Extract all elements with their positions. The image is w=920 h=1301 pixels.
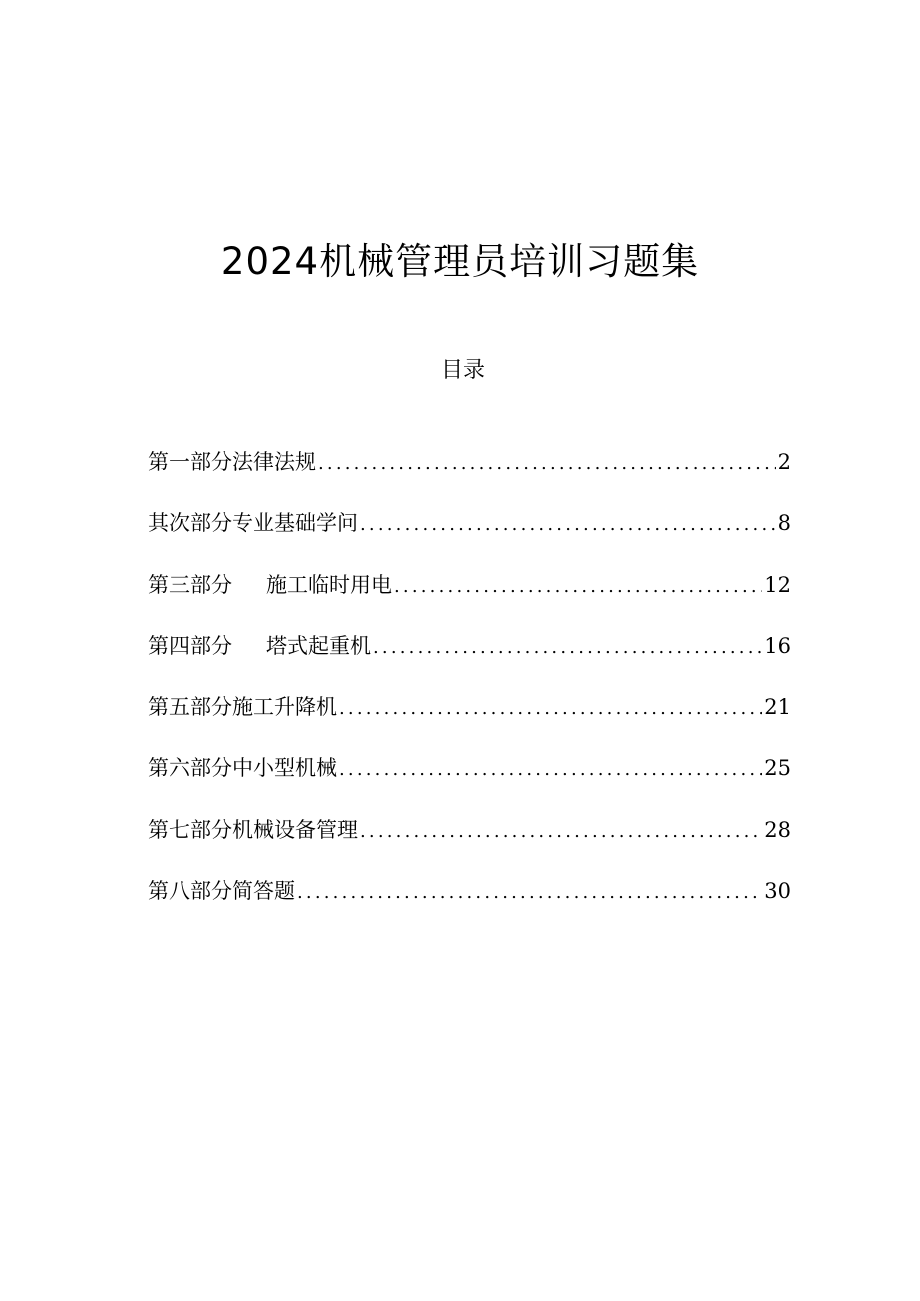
toc-entry-part: 第六部分中小型机械 xyxy=(148,756,337,781)
toc-entry-title: 施工临时用电 xyxy=(266,572,392,597)
toc-entry-part: 第八部分简答题 xyxy=(148,879,295,904)
toc-page-number: 16 xyxy=(764,633,791,658)
toc-page-number: 2 xyxy=(777,450,791,474)
toc-entry-1[interactable] xyxy=(148,445,791,506)
toc-entry-7[interactable] xyxy=(148,813,791,874)
toc-entry-part: 其次部分专业基础学问 xyxy=(148,511,358,536)
toc-entry-8[interactable] xyxy=(148,874,791,935)
toc-entry-part: 第一部分法律法规 xyxy=(148,450,316,474)
toc-entry-label xyxy=(148,445,316,479)
toc-dot-leader xyxy=(337,753,762,787)
toc-entry-label xyxy=(148,506,358,540)
toc-entry-2[interactable] xyxy=(148,506,791,567)
toc-entry-label xyxy=(148,813,358,847)
toc-entry-label xyxy=(148,751,337,785)
toc-page-number: 28 xyxy=(764,817,791,842)
toc-entry-3[interactable] xyxy=(148,568,791,629)
toc-entry-part: 第五部分施工升降机 xyxy=(148,695,337,720)
toc-dot-leader xyxy=(392,570,762,604)
toc-dot-leader xyxy=(358,508,776,542)
toc-entry-5[interactable] xyxy=(148,690,791,751)
toc-page-number: 25 xyxy=(764,756,791,781)
toc-entry-4[interactable] xyxy=(148,629,791,690)
toc-dot-leader xyxy=(358,815,762,849)
toc-dot-leader xyxy=(316,447,776,481)
toc-dot-leader xyxy=(371,631,762,665)
toc-entry-label xyxy=(148,690,337,724)
toc-entry-title: 塔式起重机 xyxy=(266,633,371,658)
toc-entry-label xyxy=(148,629,371,663)
toc-dot-leader xyxy=(337,692,762,726)
toc-dot-leader xyxy=(295,876,762,910)
toc-page-number: 30 xyxy=(764,879,791,904)
toc-entry-part: 第七部分机械设备管理 xyxy=(148,817,358,842)
toc-entry-6[interactable] xyxy=(148,751,791,812)
toc-page-number: 8 xyxy=(777,511,791,536)
toc-entry-part: 第四部分 xyxy=(148,633,232,658)
document-title: 2024机械管理员培训习题集 xyxy=(220,240,700,283)
toc-heading: 目录 xyxy=(440,358,485,383)
toc-entry-part: 第三部分 xyxy=(148,572,232,597)
toc-entry-label xyxy=(148,568,392,602)
toc-page-number: 12 xyxy=(764,572,791,597)
toc-page-number: 21 xyxy=(764,695,791,720)
toc-entry-label xyxy=(148,874,295,908)
table-of-contents xyxy=(148,445,791,935)
